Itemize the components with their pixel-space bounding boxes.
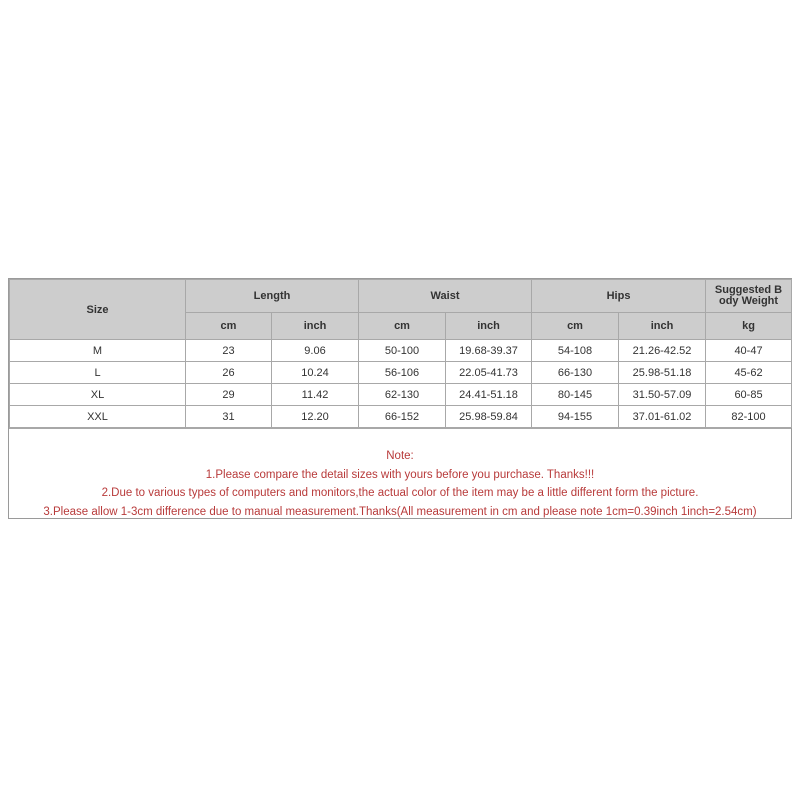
- waist-inch-cell: 19.68-39.37: [446, 340, 532, 362]
- hips-inch-header: inch: [619, 313, 706, 340]
- size-cell: XL: [10, 384, 186, 406]
- hips-inch-cell: 25.98-51.18: [619, 362, 706, 384]
- waist-cm-header: cm: [359, 313, 446, 340]
- length-inch-header: inch: [272, 313, 359, 340]
- weight-kg-header: kg: [706, 313, 792, 340]
- length-inch-cell: 11.42: [272, 384, 359, 406]
- length-cm-cell: 31: [186, 406, 272, 428]
- weight-group-header: [706, 280, 792, 313]
- hips-inch-cell: 37.01-61.02: [619, 406, 706, 428]
- length-inch-cell: 12.20: [272, 406, 359, 428]
- waist-cm-cell: 62-130: [359, 384, 446, 406]
- table-row: [10, 340, 792, 362]
- size-chart: [8, 278, 792, 519]
- table-row: [10, 384, 792, 406]
- weight-kg-cell: 45-62: [706, 362, 792, 384]
- weight-header-line-1: Suggested B: [714, 284, 783, 296]
- notes-title: Note:: [386, 450, 414, 462]
- hips-cm-cell: 66-130: [532, 362, 619, 384]
- header-group-row: [10, 280, 792, 313]
- length-cm-header: cm: [186, 313, 272, 340]
- length-group-header: Length: [186, 280, 359, 313]
- table-row: [10, 362, 792, 384]
- weight-kg-cell: 40-47: [706, 340, 792, 362]
- note-line-2: 2.Due to various types of computers and monitors,the actual color of the item may be a little different form the picture.: [101, 487, 699, 499]
- length-inch-cell: 10.24: [272, 362, 359, 384]
- hips-inch-cell: 21.26-42.52: [619, 340, 706, 362]
- length-cm-cell: 29: [186, 384, 272, 406]
- hips-cm-header: cm: [532, 313, 619, 340]
- waist-cm-cell: 66-152: [359, 406, 446, 428]
- hips-cm-cell: 54-108: [532, 340, 619, 362]
- hips-cm-cell: 80-145: [532, 384, 619, 406]
- waist-cm-cell: 56-106: [359, 362, 446, 384]
- waist-inch-cell: 22.05-41.73: [446, 362, 532, 384]
- hips-inch-cell: 31.50-57.09: [619, 384, 706, 406]
- size-column-header: Size: [10, 280, 186, 340]
- weight-kg-cell: 60-85: [706, 384, 792, 406]
- size-cell: XXL: [10, 406, 186, 428]
- waist-inch-cell: 25.98-59.84: [446, 406, 532, 428]
- waist-cm-cell: 50-100: [359, 340, 446, 362]
- size-cell: M: [10, 340, 186, 362]
- notes-section: [9, 428, 791, 518]
- hips-group-header: Hips: [532, 280, 706, 313]
- table-row: [10, 406, 792, 428]
- length-inch-cell: 9.06: [272, 340, 359, 362]
- note-line-1: 1.Please compare the detail sizes with yours before you purchase. Thanks!!!: [205, 468, 595, 481]
- waist-inch-header: inch: [446, 313, 532, 340]
- waist-inch-cell: 24.41-51.18: [446, 384, 532, 406]
- hips-cm-cell: 94-155: [532, 406, 619, 428]
- weight-kg-cell: 82-100: [706, 406, 792, 428]
- size-table: [9, 279, 792, 428]
- waist-group-header: Waist: [359, 280, 532, 313]
- note-line-3: 3.Please allow 1-3cm difference due to manual measurement.Thanks(All measurement in cm and please note 1cm=0.39inch 1inch=2.54cm): [43, 505, 757, 518]
- weight-header-line-2: ody Weight: [718, 295, 779, 307]
- size-cell: L: [10, 362, 186, 384]
- length-cm-cell: 26: [186, 362, 272, 384]
- length-cm-cell: 23: [186, 340, 272, 362]
